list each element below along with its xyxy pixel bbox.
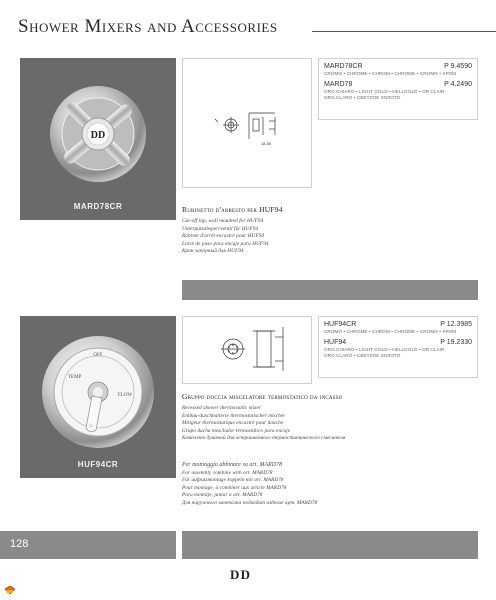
assembly-line: Für aufputzmontage koppeln mit art. MARD78: [182, 477, 284, 484]
finish-list: CROMO • CHROME • CHROM • CHROME • CROMO • ХРОМ: [324, 71, 457, 76]
description-line: Robinet d'arrêt encastré pour HUF94: [182, 233, 265, 240]
cut-off-tap-drawing: [183, 59, 311, 187]
assembly-line: For assembly combine with art. MARD78: [182, 469, 273, 476]
assembly-line: Pour montage, à combiner aux article MARD78: [182, 484, 287, 491]
assembly-line: Per montaggio abbinare su art. MARD78: [182, 462, 283, 468]
assembly-line: Для наружного монтажа подходит изделие арт. MARD78: [182, 499, 318, 506]
product-codes-box: [318, 316, 478, 378]
product-title: Gruppo doccia miscelatore termostatico da incasso: [182, 392, 343, 401]
code-row: [324, 338, 472, 347]
page-title: Shower Mixers and Accessories: [18, 16, 278, 37]
product-price: P 19.2330: [440, 338, 472, 346]
product-code: HUF94CR: [324, 321, 357, 328]
product-codes-box: [318, 58, 478, 120]
assembly-notes: [182, 462, 317, 508]
product-code: HUF94: [324, 338, 347, 346]
footer-bar: [182, 531, 478, 559]
code-row: [324, 80, 472, 89]
finish-list: ORO CHIARO • LIGHT GOLD • HELLGOLD • OR CLAIR: [324, 346, 445, 352]
description-line: Recessed shower thermostatic mixer: [182, 405, 262, 411]
technical-drawing-box: [182, 58, 312, 188]
product-photo-panel: [20, 316, 176, 478]
code-row: [324, 62, 472, 71]
product-code: MARD78: [324, 80, 353, 88]
description-line: Cut-off tap, wall mounted for HUF94: [182, 218, 264, 224]
finish-list: ORO CLARO • СВЕТЛОЕ ЗОЛОТО: [324, 95, 401, 100]
product-code: MARD78CR: [324, 63, 363, 70]
thermostatic-mixer-drawing: [183, 317, 311, 383]
divider-bar: [182, 280, 478, 300]
product-price: P 12.3985: [440, 321, 472, 328]
cross-handle-valve-image: [20, 58, 176, 208]
thermostatic-mixer-image: [20, 316, 176, 466]
tag-icon[interactable]: [4, 585, 16, 595]
technical-drawing-box: [182, 316, 312, 384]
description-line: Llave de paso para encaje para HUF94: [182, 240, 269, 247]
header-rule: [312, 31, 496, 32]
product-price: P 9.4590: [444, 63, 472, 70]
description-line: Unterputzabsperrventil für HUF94: [182, 225, 259, 232]
svg-text:FLOW: FLOW: [118, 393, 133, 398]
product-description: [182, 205, 283, 256]
product-description: [182, 392, 345, 443]
page-number: 128: [10, 538, 29, 550]
finish-list: ORO CLARO • СВЕТЛОЕ ЗОЛОТО: [324, 353, 401, 358]
product-code-label: MARD78CR: [73, 202, 123, 211]
description-line: Einbau-duschbatterie thermostatischer mischer: [182, 412, 286, 419]
code-row: [324, 320, 472, 329]
finish-list: CROMO • CHROME • CHROM • CHROME • CROMO • ХРОМ: [324, 329, 457, 334]
svg-text:DD: DD: [90, 130, 106, 141]
product-title: Rubinetto d'arresto per HUF94: [182, 205, 283, 214]
svg-text:TEMP: TEMP: [68, 375, 82, 380]
finish-list: ORO CHIARO • LIGHT GOLD • HELLGOLD • OR CLAIR: [324, 88, 445, 94]
product-code-label: HUF94CR: [77, 460, 119, 469]
description-line: Кран запорный для HUF94: [182, 248, 244, 255]
description-line: Mitigeur thermostatique encastré pour douche: [182, 420, 284, 427]
svg-text:OFF: OFF: [93, 353, 103, 358]
product-price: P 4.2490: [444, 80, 472, 88]
brand-logo: D D: [230, 567, 250, 582]
description-line: Grupo ducha mezclador termostático para encaje: [182, 427, 291, 434]
product-photo-panel: [20, 58, 176, 220]
drawing-dimension: 18-50: [261, 141, 272, 146]
page-number-bar: [0, 531, 176, 559]
description-line: Комплект душевой для встраиваемого термостатического смесителя: [182, 435, 346, 442]
assembly-line: Para montaje, juntar a art. MARD78: [182, 492, 263, 499]
